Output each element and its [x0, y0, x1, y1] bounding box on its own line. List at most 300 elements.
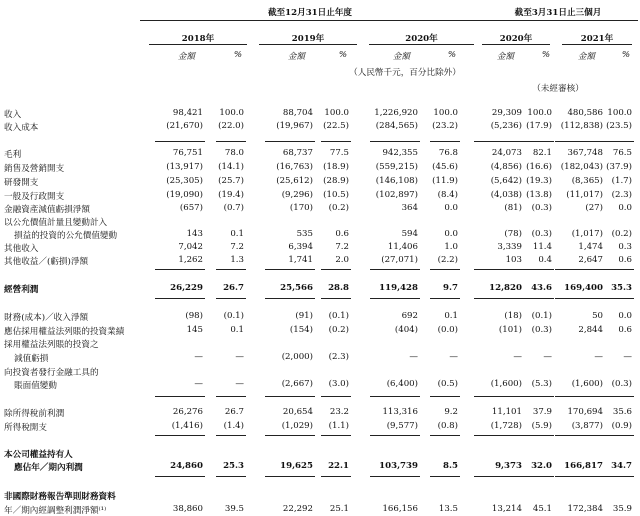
cell-percent: (17.9): [526, 121, 552, 131]
cell-percent: 0.0: [618, 203, 632, 213]
cell-percent: 1.0: [444, 242, 458, 252]
cell-amount: (2,000): [281, 352, 313, 362]
subtotal-rule: [430, 476, 460, 477]
row-label: 向投資者發行金融工具的: [4, 368, 99, 378]
cell-percent: (2.3): [328, 352, 349, 362]
cell-amount: (98): [185, 311, 203, 321]
cell-amount: 6,394: [288, 242, 313, 252]
cell-percent: 22.1: [328, 461, 349, 471]
subtotal-rule: [604, 269, 634, 270]
row-label: 減值虧損: [14, 354, 49, 364]
cell-amount: (8,365): [571, 176, 603, 186]
cell-amount: 13,214: [491, 504, 522, 514]
subtotal-rule: [155, 141, 205, 142]
cell-amount: 367,748: [567, 148, 603, 158]
row-label: 銷售及營銷開支: [4, 164, 65, 174]
cell-percent: 78.0: [224, 148, 244, 158]
row-label: 金融資產減值虧損淨額: [4, 205, 90, 215]
subtotal-rule: [216, 476, 246, 477]
cell-percent: (22.0): [218, 121, 244, 131]
subtotal-rule: [555, 141, 605, 142]
cell-amount: (78): [504, 229, 522, 239]
cell-amount: (1,728): [490, 421, 522, 431]
cell-amount: (25,305): [166, 176, 203, 186]
subtotal-rule: [474, 476, 524, 477]
cell-percent: (0.3): [531, 229, 552, 239]
header-percent: %: [447, 50, 456, 60]
cell-percent: 32.0: [531, 461, 552, 471]
cell-percent: 0.1: [230, 229, 244, 239]
row-label: 一般及行政開支: [4, 192, 65, 202]
cell-amount: (16,763): [276, 162, 313, 172]
cell-percent: (0.3): [531, 203, 552, 213]
cell-amount: 169,400: [564, 283, 603, 293]
cell-amount: 76,751: [172, 148, 203, 158]
header-year-rule-4: [562, 44, 632, 45]
cell-amount: 68,737: [282, 148, 313, 158]
cell-amount: 19,625: [280, 461, 313, 471]
subtotal-rule: [321, 298, 351, 299]
cell-percent: —: [543, 352, 552, 362]
cell-amount: 692: [401, 311, 418, 321]
cell-percent: 100.0: [527, 108, 552, 118]
subtotal-rule: [155, 298, 205, 299]
cell-amount: (3,877): [571, 421, 603, 431]
cell-amount: (1,416): [171, 421, 203, 431]
cell-amount: (154): [289, 325, 313, 335]
cell-amount: —: [409, 352, 418, 362]
cell-amount: 11,101: [491, 407, 522, 417]
row-label: 除所得稅前利潤: [4, 409, 65, 419]
cell-percent: 2.0: [335, 255, 349, 265]
cell-amount: 29,309: [491, 108, 522, 118]
cell-percent: (0.2): [328, 325, 349, 335]
cell-amount: 24,860: [170, 461, 203, 471]
subtotal-rule: [321, 396, 351, 397]
cell-percent: 100.0: [607, 108, 632, 118]
cell-percent: 0.1: [444, 311, 458, 321]
cell-percent: (19.4): [218, 190, 244, 200]
cell-amount: 24,073: [491, 148, 522, 158]
subtotal-rule: [370, 435, 420, 436]
cell-percent: 7.2: [230, 242, 244, 252]
row-label: 採用權益法列賬的投資之: [4, 340, 99, 350]
unaudited-note: （未經審核）: [532, 84, 584, 94]
subtotal-rule: [155, 269, 205, 270]
cell-amount: 145: [186, 325, 203, 335]
cell-amount: 2,647: [578, 255, 603, 265]
subtotal-rule: [604, 298, 634, 299]
header-year-2: 2020年: [405, 34, 438, 44]
row-label: 賬面值變動: [14, 381, 57, 391]
header-amount: 金額: [287, 52, 305, 62]
subtotal-rule: [265, 476, 315, 477]
subtotal-rule: [370, 396, 420, 397]
cell-percent: 0.3: [618, 242, 632, 252]
cell-percent: (16.6): [526, 162, 552, 172]
row-label: 毛利: [4, 150, 22, 160]
row-label: 所得稅開支: [4, 423, 47, 433]
cell-percent: 100.0: [219, 108, 244, 118]
cell-percent: (10.5): [323, 190, 349, 200]
row-label: 損益的投資的公允價值變動: [14, 231, 118, 241]
cell-percent: 0.4: [538, 255, 552, 265]
cell-amount: (5,236): [490, 121, 522, 131]
cell-amount: (146,108): [375, 176, 418, 186]
cell-amount: (1,029): [281, 421, 313, 431]
cell-amount: (27): [585, 203, 603, 213]
header-year-rule-1: [259, 44, 357, 45]
cell-percent: 23.2: [329, 407, 349, 417]
subtotal-rule: [604, 141, 634, 142]
cell-amount: 172,384: [567, 504, 603, 514]
cell-percent: (28.9): [323, 176, 349, 186]
cell-percent: 0.1: [230, 325, 244, 335]
cell-amount: (404): [394, 325, 418, 335]
cell-amount: 364: [401, 203, 418, 213]
cell-percent: 39.5: [224, 504, 244, 514]
cell-percent: —: [449, 352, 458, 362]
header-amount: 金額: [177, 52, 195, 62]
cell-percent: (2.3): [611, 190, 632, 200]
subtotal-rule: [321, 141, 351, 142]
cell-amount: (1,017): [571, 229, 603, 239]
subtotal-rule: [370, 298, 420, 299]
cell-amount: 1,741: [288, 255, 313, 265]
subtotal-rule: [604, 435, 634, 436]
cell-amount: 50: [592, 311, 603, 321]
row-label: 其他收入: [4, 244, 39, 254]
subtotal-rule: [524, 435, 554, 436]
cell-amount: (6,400): [386, 379, 418, 389]
header-percent: %: [541, 50, 550, 60]
subtotal-rule: [524, 269, 554, 270]
cell-amount: (182,043): [560, 162, 603, 172]
cell-percent: (0.1): [328, 311, 349, 321]
subtotal-rule: [430, 396, 460, 397]
subtotal-rule: [155, 435, 205, 436]
subtotal-rule: [321, 435, 351, 436]
row-label: 收入成本: [4, 123, 39, 133]
cell-percent: (0.2): [328, 203, 349, 213]
cell-amount: (2,667): [281, 379, 313, 389]
cell-amount: (19,090): [166, 190, 203, 200]
subtotal-rule: [265, 435, 315, 436]
row-label: 本公司權益持有人: [4, 450, 73, 460]
cell-amount: 38,860: [172, 504, 203, 514]
header-group-quarter: 截至3月31日止三個月: [514, 8, 602, 18]
subtotal-rule: [265, 396, 315, 397]
cell-percent: 100.0: [433, 108, 458, 118]
cell-amount: (5,642): [490, 176, 522, 186]
header-group-year: 截至12月31日止年度: [267, 8, 353, 18]
cell-amount: (9,296): [281, 190, 313, 200]
cell-amount: (102,897): [375, 190, 418, 200]
cell-percent: 26.7: [223, 283, 244, 293]
cell-amount: (170): [289, 203, 313, 213]
row-label: 財務(成本)／收入淨額: [4, 313, 89, 323]
cell-amount: 3,339: [497, 242, 522, 252]
subtotal-rule: [555, 476, 605, 477]
cell-percent: (0.1): [531, 311, 552, 321]
subtotal-rule: [321, 476, 351, 477]
cell-amount: 20,654: [282, 407, 313, 417]
cell-percent: (25.7): [218, 176, 244, 186]
cell-amount: 2,844: [578, 325, 603, 335]
subtotal-rule: [265, 141, 315, 142]
cell-percent: (0.2): [611, 229, 632, 239]
cell-percent: 9.2: [444, 407, 458, 417]
cell-amount: 9,373: [495, 461, 522, 471]
cell-percent: 34.7: [611, 461, 632, 471]
cell-amount: (101): [498, 325, 522, 335]
cell-percent: 0.0: [444, 203, 458, 213]
cell-percent: 37.9: [532, 407, 552, 417]
subtotal-rule: [474, 141, 524, 142]
cell-percent: (45.6): [432, 162, 458, 172]
cell-percent: 35.6: [612, 407, 632, 417]
subtotal-rule: [555, 396, 605, 397]
cell-percent: (5.9): [531, 421, 552, 431]
cell-percent: (5.3): [531, 379, 552, 389]
cell-percent: —: [623, 352, 632, 362]
cell-percent: (2.2): [437, 255, 458, 265]
subtotal-rule: [524, 141, 554, 142]
cell-percent: (13.8): [526, 190, 552, 200]
cell-amount: (4,038): [490, 190, 522, 200]
cell-percent: 45.1: [532, 504, 552, 514]
cell-percent: 8.5: [443, 461, 458, 471]
subtotal-rule: [321, 269, 351, 270]
header-year-4: 2021年: [580, 34, 614, 44]
cell-amount: (18): [504, 311, 522, 321]
subtotal-rule: [474, 435, 524, 436]
cell-amount: 942,355: [382, 148, 418, 158]
subtotal-rule: [604, 476, 634, 477]
subtotal-rule: [216, 269, 246, 270]
cell-amount: 143: [186, 229, 203, 239]
row-label: 應佔年／期內利潤: [14, 463, 83, 473]
cell-percent: (0.7): [223, 203, 244, 213]
cell-percent: (0.9): [611, 421, 632, 431]
row-label: 收入: [4, 110, 22, 120]
cell-percent: (0.8): [437, 421, 458, 431]
cell-percent: (37.9): [606, 162, 632, 172]
cell-amount: (559,215): [375, 162, 418, 172]
cell-percent: 7.2: [335, 242, 349, 252]
header-rule-year: [140, 20, 480, 21]
header-year-3: 2020年: [499, 34, 533, 44]
subtotal-rule: [216, 396, 246, 397]
row-label: 應佔採用權益法列賬的投資業績: [4, 327, 125, 337]
header-percent: %: [621, 50, 630, 60]
cell-amount: —: [194, 352, 203, 362]
cell-percent: 0.0: [444, 229, 458, 239]
cell-percent: (1.4): [223, 421, 244, 431]
header-amount: 金額: [392, 52, 410, 62]
cell-amount: 480,586: [567, 108, 603, 118]
cell-percent: —: [235, 379, 244, 389]
subtotal-rule: [430, 141, 460, 142]
cell-amount: 88,704: [282, 108, 313, 118]
subtotal-rule: [265, 269, 315, 270]
cell-percent: 76.8: [438, 148, 458, 158]
subtotal-rule: [430, 435, 460, 436]
cell-percent: (14.1): [218, 162, 244, 172]
row-label: 研發開支: [4, 178, 39, 188]
cell-amount: 7,042: [178, 242, 203, 252]
subtotal-rule: [555, 269, 605, 270]
cell-percent: 43.6: [531, 283, 552, 293]
cell-amount: 119,428: [379, 283, 418, 293]
cell-percent: 9.7: [443, 283, 458, 293]
subtotal-rule: [430, 269, 460, 270]
subtotal-rule: [155, 396, 205, 397]
cell-percent: (18.9): [323, 162, 349, 172]
cell-amount: 170,694: [567, 407, 603, 417]
cell-amount: (284,565): [375, 121, 418, 131]
subtotal-rule: [555, 298, 605, 299]
subtotal-rule: [555, 435, 605, 436]
cell-percent: (0.5): [437, 379, 458, 389]
header-year-rule-2: [369, 44, 474, 45]
header-year-1: 2019年: [291, 34, 325, 44]
cell-percent: 0.6: [618, 325, 632, 335]
row-label: 經營利潤: [4, 285, 39, 295]
subtotal-rule: [524, 396, 554, 397]
subtotal-rule: [524, 298, 554, 299]
cell-amount: 166,817: [564, 461, 603, 471]
cell-amount: 1,262: [178, 255, 203, 265]
cell-amount: (21,670): [166, 121, 203, 131]
cell-percent: 0.6: [335, 229, 349, 239]
cell-percent: 0.0: [618, 311, 632, 321]
subtotal-rule: [370, 141, 420, 142]
header-amount: 金額: [577, 52, 595, 62]
cell-amount: (657): [179, 203, 203, 213]
cell-amount: —: [513, 352, 522, 362]
subtotal-rule: [155, 476, 205, 477]
cell-amount: (25,612): [276, 176, 313, 186]
cell-percent: (0.3): [611, 379, 632, 389]
cell-percent: (0.1): [223, 311, 244, 321]
header-year-rule-3: [482, 44, 550, 45]
header-year-rule-0: [149, 44, 247, 45]
cell-amount: 12,820: [489, 283, 522, 293]
subtotal-rule: [474, 396, 524, 397]
cell-percent: 77.5: [329, 148, 349, 158]
cell-amount: (27,071): [381, 255, 418, 265]
cell-amount: 11,406: [387, 242, 418, 252]
cell-amount: (112,838): [560, 121, 603, 131]
row-label: 以公允價值計量且變動計入: [4, 218, 108, 228]
cell-amount: —: [194, 379, 203, 389]
cell-amount: (13,917): [166, 162, 203, 172]
cell-amount: (9,577): [386, 421, 418, 431]
cell-percent: 1.3: [230, 255, 244, 265]
cell-percent: (11.9): [432, 176, 458, 186]
header-rule-quarter: [476, 20, 638, 21]
header-percent: %: [338, 50, 347, 60]
cell-percent: 35.9: [612, 504, 632, 514]
cell-percent: 13.5: [438, 504, 458, 514]
cell-amount: (4,856): [490, 162, 522, 172]
cell-percent: 28.8: [328, 283, 349, 293]
subtotal-rule: [265, 298, 315, 299]
subtotal-rule: [474, 269, 524, 270]
cell-percent: 76.5: [612, 148, 632, 158]
row-label: 其他收益／(虧損)淨額: [4, 257, 89, 267]
cell-percent: (0.0): [437, 325, 458, 335]
cell-amount: 166,156: [382, 504, 418, 514]
header-amount: 金額: [496, 52, 514, 62]
subtotal-rule: [604, 396, 634, 397]
cell-percent: (1.1): [328, 421, 349, 431]
cell-percent: 25.1: [329, 504, 349, 514]
cell-amount: 1,226,920: [374, 108, 418, 118]
cell-amount: —: [594, 352, 603, 362]
subtotal-rule: [216, 141, 246, 142]
cell-amount: (1,600): [571, 379, 603, 389]
cell-amount: 103: [505, 255, 522, 265]
cell-amount: (19,967): [276, 121, 313, 131]
cell-amount: 113,316: [382, 407, 418, 417]
cell-percent: (22.5): [323, 121, 349, 131]
cell-percent: (1.7): [611, 176, 632, 186]
cell-amount: (11,017): [566, 190, 603, 200]
cell-amount: (81): [504, 203, 522, 213]
subtotal-rule: [370, 476, 420, 477]
cell-percent: (19.3): [526, 176, 552, 186]
cell-amount: 1,474: [578, 242, 603, 252]
cell-amount: (1,600): [490, 379, 522, 389]
subtotal-rule: [524, 476, 554, 477]
cell-percent: 82.1: [532, 148, 552, 158]
cell-percent: 25.3: [223, 461, 244, 471]
subtotal-rule: [370, 269, 420, 270]
row-label: 非國際財務報告準則財務資料: [4, 492, 116, 502]
header-year-0: 2018年: [181, 34, 215, 44]
cell-amount: 535: [296, 229, 313, 239]
cell-percent: (0.3): [531, 325, 552, 335]
cell-percent: 26.7: [224, 407, 244, 417]
cell-percent: 100.0: [324, 108, 349, 118]
row-label: 年／期內經調整利潤淨額⁽¹⁾: [4, 506, 107, 516]
cell-amount: 25,566: [280, 283, 313, 293]
subtotal-rule: [216, 435, 246, 436]
cell-amount: 22,292: [282, 504, 313, 514]
unit-note: （人民幣千元，百分比除外）: [349, 68, 461, 78]
header-percent: %: [233, 50, 242, 60]
cell-amount: 26,229: [170, 283, 203, 293]
cell-amount: 98,421: [172, 108, 203, 118]
subtotal-rule: [216, 298, 246, 299]
subtotal-rule: [474, 298, 524, 299]
cell-amount: (91): [295, 311, 313, 321]
cell-amount: 103,739: [379, 461, 418, 471]
cell-amount: 594: [401, 229, 418, 239]
cell-percent: —: [235, 352, 244, 362]
cell-percent: (3.0): [328, 379, 349, 389]
cell-percent: 0.6: [618, 255, 632, 265]
cell-percent: (23.5): [606, 121, 632, 131]
cell-percent: 11.4: [532, 242, 552, 252]
subtotal-rule: [430, 298, 460, 299]
cell-percent: (8.4): [437, 190, 458, 200]
cell-amount: 26,276: [172, 407, 203, 417]
cell-percent: 35.3: [611, 283, 632, 293]
cell-percent: (23.2): [432, 121, 458, 131]
